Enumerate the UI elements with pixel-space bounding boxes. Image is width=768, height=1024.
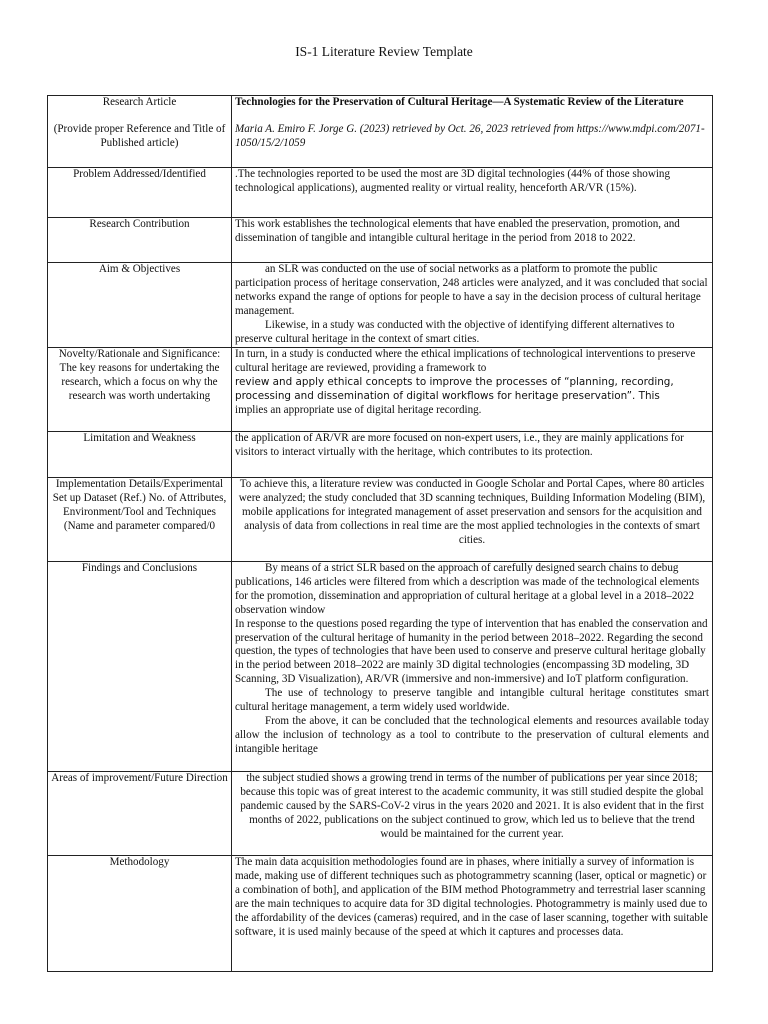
label-research-article xyxy=(48,96,232,168)
article-title: Technologies for the Preservation of Cultural Heritage—A Systematic Review of the Literature xyxy=(235,96,684,108)
label-aims xyxy=(48,263,232,348)
findings-paragraph-2: In response to the questions posed regarding the type of intervention that has enabled the conservation and preservation of the cultural heritage of humanity in the period between 2018–2022. Regarding the second question, the types of technologies that have been used to conserve and preserve cultural heritage globally in the period between 2018–2022 are mainly 3D digital technologies (encompassing 3D modeling, 3D Scanning, 3D Visualization), AR/VR (immersive and non-immersive) and IoT platform configuration. xyxy=(235,617,708,686)
label-limitation xyxy=(48,432,232,478)
label-contribution-text: Research Contribution xyxy=(89,218,190,230)
label-research-article-line-2: (Provide proper Reference and Title of Published article) xyxy=(53,122,226,149)
label-aims-text: Aim & Objectives xyxy=(98,263,181,275)
limitation-text: the application of AR/VR are more focused on non-expert users, i.e., they are mainly applications for visitors to interact virtually with the heritage, which contributes to its protection. xyxy=(235,432,684,458)
label-improvement-text: Areas of improvement/Future Direction xyxy=(51,772,228,784)
content-novelty xyxy=(232,348,713,432)
label-novelty-text: Novelty/Rationale and Significance: The key reasons for undertaking the research, which a focus on why the research was worth undertaking xyxy=(58,348,221,402)
label-problem xyxy=(48,168,232,218)
findings-paragraph-4: From the above, it can be concluded that the technological elements and resources available today allow the inclusion of technology as a tool to contribute to the preservation of cultural elements and intangible heritage xyxy=(235,714,709,755)
row-improvement xyxy=(48,772,713,856)
findings-paragraph-1: By means of a strict SLR based on the approach of carefully designed search chains to debug publications, 146 articles were filtered from which a description was made of the technological elements for the promotion, dissemination and appropriation of cultural heritage at a global level in a 2018–2022 observation window xyxy=(235,562,700,616)
label-findings-text: Findings and Conclusions xyxy=(81,562,198,574)
row-aims xyxy=(48,263,713,348)
content-implementation xyxy=(232,478,713,562)
content-findings xyxy=(232,562,713,772)
findings-paragraph-3: The use of technology to preserve tangible and intangible cultural heritage constitutes smart cultural heritage management, a term widely used worldwide. xyxy=(235,687,709,714)
label-problem-text: Problem Addressed/Identified xyxy=(73,168,206,180)
label-novelty xyxy=(48,348,232,432)
row-problem xyxy=(48,168,713,218)
label-limitation-text: Limitation and Weakness xyxy=(83,432,196,444)
page-title: IS-1 Literature Review Template xyxy=(295,44,473,59)
label-findings xyxy=(48,562,232,772)
aims-paragraph-2: Likewise, in a study was conducted with the objective of identifying different alternatives to preserve cultural heritage in the context of smart cities. xyxy=(235,318,675,345)
content-problem xyxy=(232,168,713,218)
novelty-text-2: review and apply ethical concepts to improve the processes of “planning, recording, processing and dissemination of digital workflows for heritage preservation”. This xyxy=(235,375,674,402)
label-implementation-text: Implementation Details/Experimental Set up Dataset (Ref.) No. of Attributes, Environment/Tool and Techniques (Name and parameter compared/0 xyxy=(52,478,227,532)
label-implementation xyxy=(48,478,232,562)
content-methodology xyxy=(232,856,713,972)
improvement-text: the subject studied shows a growing trend in terms of the number of publications per year since 2018; because this topic was of great interest to the academic community, it was still studied despite the global pandemic caused by the SARS-CoV-2 virus in the years 2020 and 2021. It is also evident that in the first months of 2022, publications on the subject continued to grow, which led us to believe that the trend would be maintained for the current year. xyxy=(240,772,704,840)
label-contribution xyxy=(48,218,232,263)
contribution-text: This work establishes the technological elements that have enabled the preservation, promotion, and dissemination of tangible and intangible cultural heritage in the period from 2018 to 2022. xyxy=(235,218,680,244)
row-research-article xyxy=(48,96,713,168)
label-methodology xyxy=(48,856,232,972)
literature-review-table xyxy=(47,95,713,972)
content-contribution xyxy=(232,218,713,263)
row-findings xyxy=(48,562,713,772)
label-improvement xyxy=(48,772,232,856)
content-research-article xyxy=(232,96,713,168)
row-methodology xyxy=(48,856,713,972)
article-citation: Maria A. Emiro F. Jorge G. (2023) retrieved by Oct. 26, 2023 retrieved from https://www.mdpi.com/2071-1050/15/2/1059 xyxy=(235,122,705,149)
content-aims xyxy=(232,263,713,348)
novelty-text-1: In turn, in a study is conducted where the ethical implications of technological interventions to preserve cultural heritage are reviewed, providing a framework to xyxy=(235,348,696,374)
label-research-article-line-1: Research Article xyxy=(102,96,177,108)
row-limitation xyxy=(48,432,713,478)
content-limitation xyxy=(232,432,713,478)
aims-paragraph-1: an SLR was conducted on the use of social networks as a platform to promote the public participation process of heritage conservation, 248 articles were analyzed, and it was concluded that social networks expand the range of options for people to have a say in the decision process of cultural heritage management. xyxy=(235,263,708,317)
methodology-text: The main data acquisition methodologies found are in phases, where initially a survey of information is made, making use of different techniques such as photogrammetry scanning (laser, optical or magnetic) or a combination of both], and application of the BIM method Photogrammetry and terrestrial laser scanning are the main techniques to acquire data for 3D digital technologies. Photogrammetry is mainly used due to the affordability of the devices (cameras) required, and in the case of laser scanning, together with suitable software, it is used mainly because of the speed at which it captures and processes data. xyxy=(235,856,708,938)
row-implementation xyxy=(48,478,713,562)
row-novelty xyxy=(48,348,713,432)
problem-text: .The technologies reported to be used the most are 3D digital technologies (44% of those showing technological applications), augmented reality or virtual reality, henceforth AR/VR (15%). xyxy=(235,168,671,194)
implementation-text: To achieve this, a literature review was conducted in Google Scholar and Portal Capes, where 80 articles were analyzed; the study concluded that 3D scanning techniques, Building Information Modeling (BIM), mobile applications for integrated management of asset preservation and sensors for the acquisition and analysis of data from collections in real time are the most applied technologies in the contexts of smart cities. xyxy=(238,478,706,546)
row-contribution xyxy=(48,218,713,263)
content-improvement xyxy=(232,772,713,856)
novelty-text-3: implies an appropriate use of digital heritage recording. xyxy=(235,403,482,416)
label-methodology-text: Methodology xyxy=(109,856,170,868)
